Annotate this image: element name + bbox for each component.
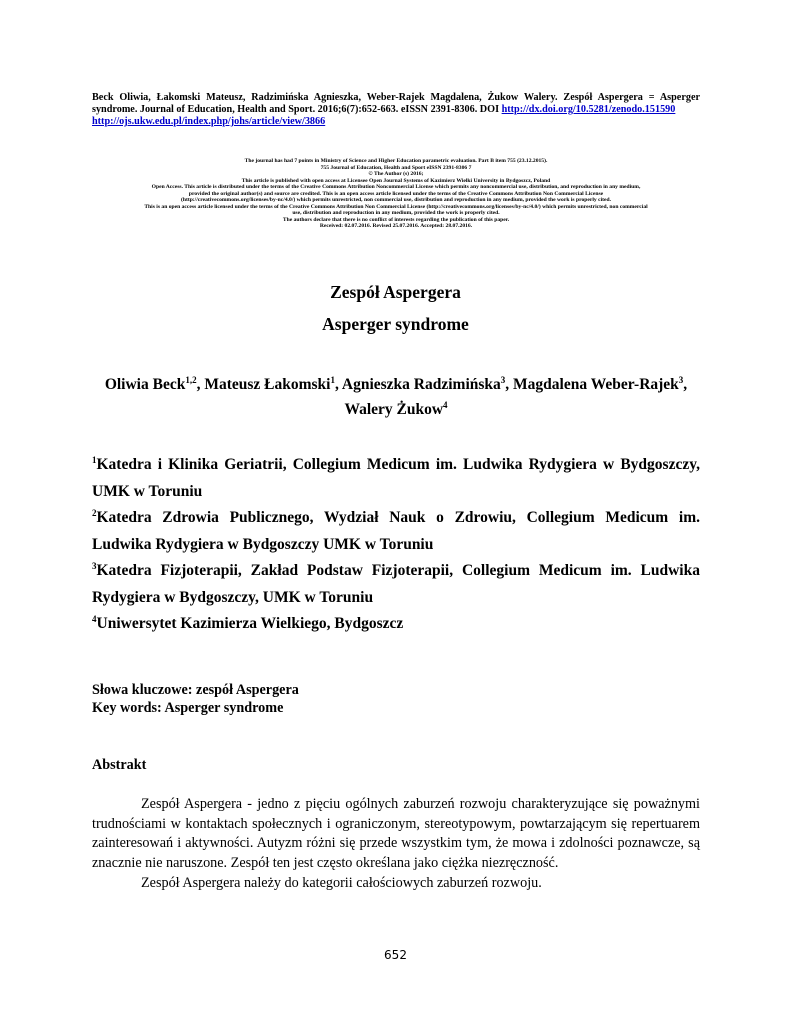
keywords-polish: Słowa kluczowe: zespół Aspergera xyxy=(92,682,299,698)
notice-line: (http://creativecommons.org/licenses/by-nc/4.0/) which permits unrestricted, non commercial use, distribution and reproduction in any medium, provided the work is properly cited. xyxy=(181,197,611,204)
keywords-english: Key words: Asperger syndrome xyxy=(92,700,284,716)
affiliation-item xyxy=(92,505,700,558)
notice-line: Open Access. This article is distributed under the terms of the Creative Commons Attribution Noncommercial License which permits any noncommercial use, distribution, and reproduction in any medium, xyxy=(151,184,641,191)
abstract-body xyxy=(92,795,700,894)
notice-line: provided the original author(s) and source are credited. This is an open access article licensed under the terms of the Creative Commons Attribution Non Commercial License xyxy=(188,190,604,197)
notice-line: The authors declare that there is no conflict of interests regarding the publication of this paper. xyxy=(282,216,510,223)
affiliation-mark: 1 xyxy=(92,455,97,465)
affiliation-item xyxy=(92,452,700,505)
author-name: Oliwia Beck xyxy=(104,376,186,393)
author-affiliation-mark: 1 xyxy=(330,375,335,385)
page-number: 652 xyxy=(384,948,407,962)
affiliation-text: Katedra Zdrowia Publicznego, Wydział Nauk o Zdrowiu, Collegium Medicum im. Ludwika Rydygiera w Bydgoszczy UMK w Toruniu xyxy=(92,509,700,553)
title-english: Asperger syndrome xyxy=(322,314,469,334)
abstract-heading: Abstrakt xyxy=(92,757,147,773)
author-separator: , xyxy=(683,376,688,393)
citation-text: Beck Oliwia, Łakomski Mateusz, Radzimińska Agnieszka, Weber-Rajek Magdalena, Żukow Walery. Zespół Aspergera = Asperger syndrome. Journal of Education, Health and Sport. 2016;6(7):652-663. eISSN 2391-8306. DOI xyxy=(92,92,700,115)
keywords-block xyxy=(92,681,700,717)
author-affiliation-mark: 3 xyxy=(500,375,506,385)
author-name: , Mateusz Łakomski xyxy=(196,376,331,393)
affiliation-text: Uniwersytet Kazimierza Wielkiego, Bydgoszcz xyxy=(96,615,404,632)
author-affiliation-mark: 1,2 xyxy=(185,375,197,385)
notice-line: Received: 02.07.2016. Revised 25.07.2016. Accepted: 28.07.2016. xyxy=(319,223,473,230)
citation-block xyxy=(92,92,700,128)
affiliation-item xyxy=(92,558,700,611)
notice-line: This article is published with open access at Licensee Open Journal Systems of Kazimierz Wielki University in Bydgoszcz, Poland xyxy=(241,177,551,184)
affiliation-mark: 4 xyxy=(92,614,97,624)
author-list xyxy=(92,372,700,422)
affiliation-text: Katedra Fizjoterapii, Zakład Podstaw Fizjoterapii, Collegium Medicum im. Ludwika Rydygiera w Bydgoszczy, UMK w Toruniu xyxy=(92,562,700,606)
author-line-2 xyxy=(92,397,700,422)
affiliation-item xyxy=(92,611,700,638)
author-line-1 xyxy=(92,372,700,397)
notice-line: This is an open access article licensed under the terms of the Creative Commons Attribution Non Commercial License (http://creativecommons.org/licenses/by-nc/4.0/) which permits unrestricted, non commercial xyxy=(144,203,648,210)
abstract-paragraph: Zespół Aspergera należy do kategorii całościowych zaburzeń rozwoju. xyxy=(141,875,542,891)
title-polish: Zespół Aspergera xyxy=(330,282,461,302)
abstract-paragraph: Zespół Aspergera - jedno z pięciu ogólnych zaburzeń rozwoju charakteryzujące się poważnymi trudnościami w kontaktach społecznych i ograniczonym, stereotypowym, powtarzającym się repertuarem zainteresowań i aktywności. Autyzm różni się przede wszystkim tym, że mowa i zdolności poznawcze, są znacznie nie naruszone. Zespół ten jest często określana jako ciężka niezręczność. xyxy=(92,796,700,871)
notice-line: 755 Journal of Education, Health and Sport eISSN 2391-8306 7 xyxy=(320,164,472,171)
notice-line: The journal has had 7 points in Ministry of Science and Higher Education parametric evaluation. Part B item 755 (23.12.2015). xyxy=(244,158,548,164)
affiliation-mark: 2 xyxy=(92,508,97,518)
author-name: , Magdalena Weber-Rajek xyxy=(505,376,679,393)
author-affiliation-mark: 4 xyxy=(443,400,448,410)
doi-link[interactable]: http://dx.doi.org/10.5281/zenodo.151590 xyxy=(501,104,676,115)
article-link[interactable]: http://ojs.ukw.edu.pl/index.php/johs/article/view/3866 xyxy=(92,116,326,127)
author-affiliation-mark: 3 xyxy=(678,375,684,385)
notice-line: use, distribution and reproduction in any medium, provided the work is properly cited. xyxy=(292,210,500,217)
affiliation-text: Katedra i Klinika Geriatrii, Collegium Medicum im. Ludwika Rydygiera w Bydgoszczy, UMK w Toruniu xyxy=(92,456,700,500)
notice-line: © The Author (s) 2016; xyxy=(368,171,424,178)
license-notice xyxy=(95,158,697,230)
author-name: Walery Żukow xyxy=(344,401,444,418)
author-name: , Agnieszka Radzimińska xyxy=(335,376,501,393)
affiliation-mark: 3 xyxy=(92,561,97,571)
affiliation-list xyxy=(92,452,700,638)
